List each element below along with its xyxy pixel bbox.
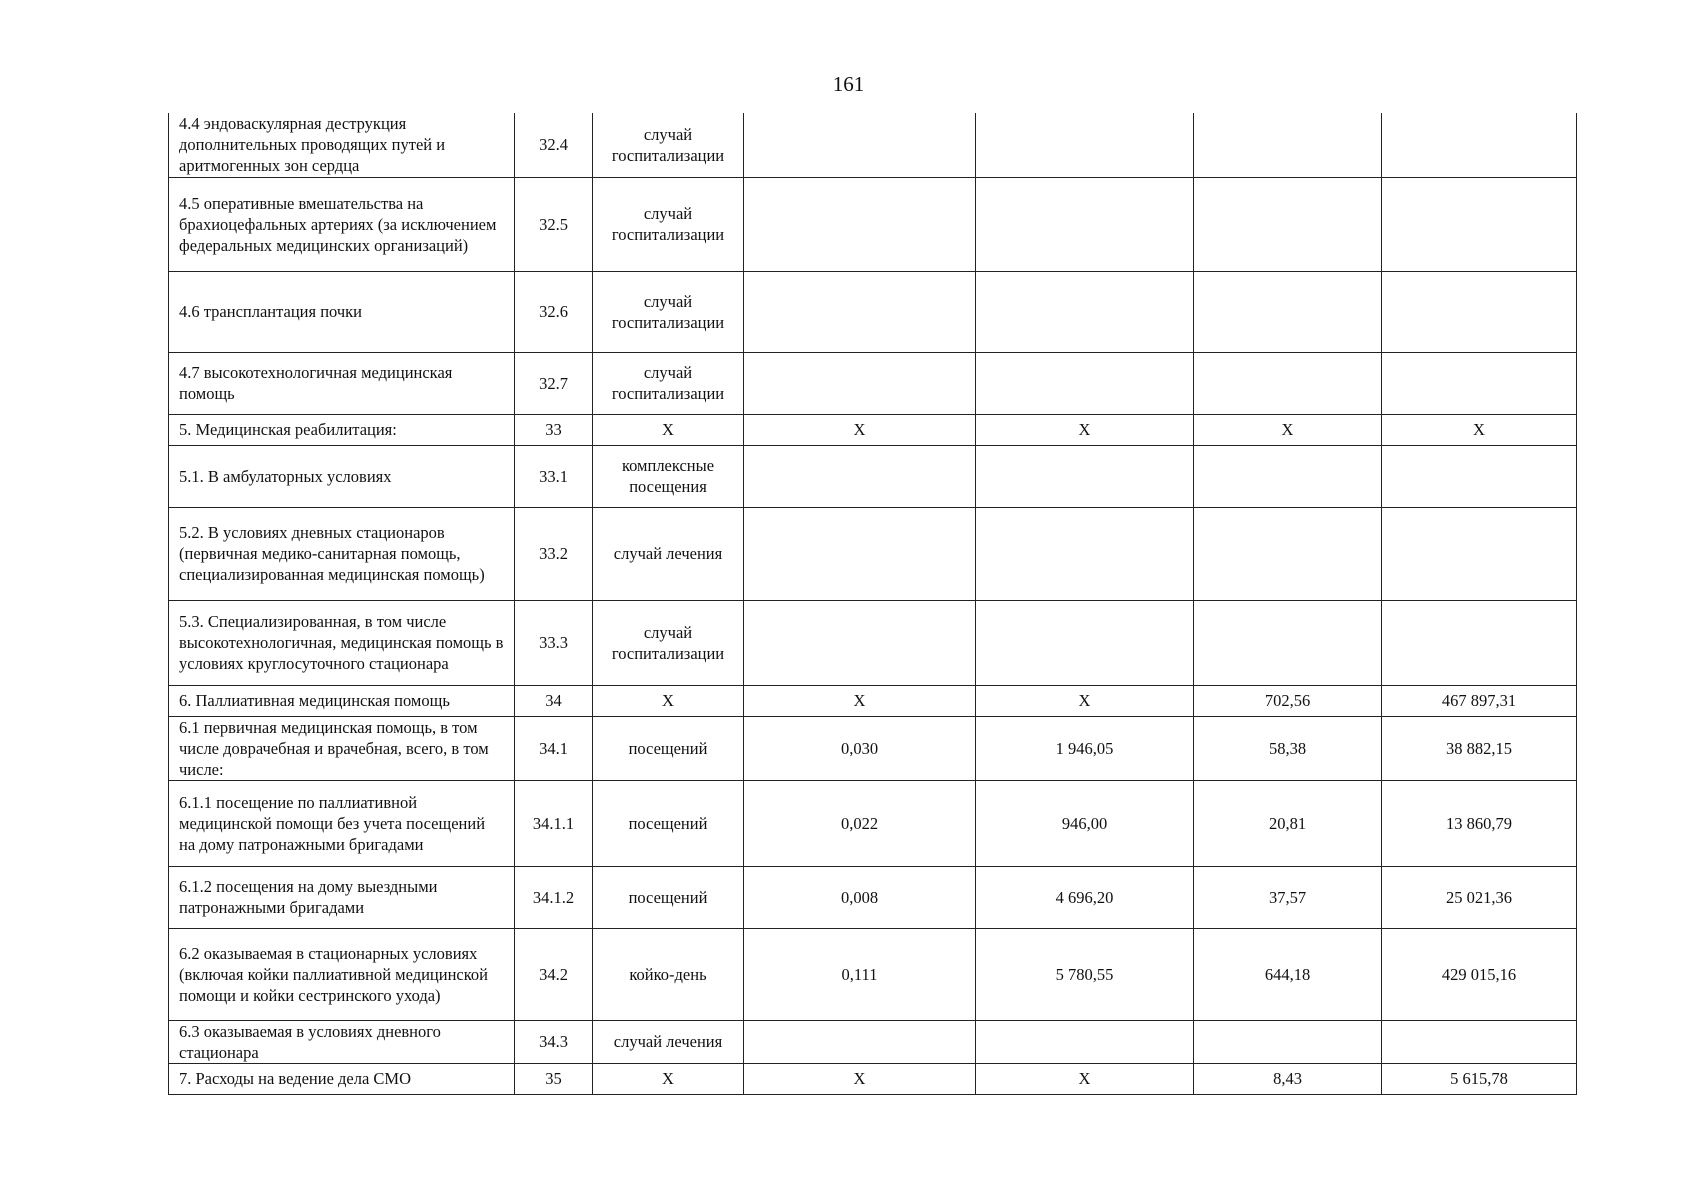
unit-cell: койко-день [593, 928, 744, 1020]
total-cost-cell [1382, 1020, 1577, 1063]
page-number: 161 [832, 72, 865, 96]
unit-cost-cell [976, 507, 1194, 600]
norm-volume-cell: Х [744, 414, 976, 445]
per-capita-cell: 702,56 [1194, 685, 1382, 716]
per-capita-cell [1194, 113, 1382, 177]
norm-volume-cell [744, 177, 976, 271]
unit-cost-cell: 4 696,20 [976, 866, 1194, 928]
per-capita-cell [1194, 445, 1382, 507]
item-name-cell: 5.1. В амбулаторных условиях [169, 445, 515, 507]
table-row [169, 445, 1577, 507]
unit-cost-cell: 5 780,55 [976, 928, 1194, 1020]
unit-cell: случай госпитализации [593, 600, 744, 685]
row-code-cell: 32.7 [515, 352, 593, 414]
row-code-cell: 34.1.1 [515, 780, 593, 866]
unit-cost-cell [976, 113, 1194, 177]
unit-cost-cell: Х [976, 414, 1194, 445]
total-cost-cell [1382, 445, 1577, 507]
row-code-cell: 34.1.2 [515, 866, 593, 928]
item-name-cell: 4.6 трансплантация почки [169, 271, 515, 352]
per-capita-cell [1194, 1020, 1382, 1063]
per-capita-cell: 8,43 [1194, 1063, 1382, 1094]
per-capita-cell [1194, 271, 1382, 352]
norm-volume-cell: 0,111 [744, 928, 976, 1020]
per-capita-cell: 37,57 [1194, 866, 1382, 928]
table-row [169, 1020, 1577, 1063]
item-name-cell: 6.1 первичная медицинская помощь, в том числе доврачебная и врачебная, всего, в том числе: [169, 716, 515, 780]
unit-cell: посещений [593, 866, 744, 928]
norm-volume-cell: Х [744, 685, 976, 716]
unit-cell: случай лечения [593, 507, 744, 600]
table-row [169, 113, 1577, 177]
table-row [169, 780, 1577, 866]
table-row [169, 600, 1577, 685]
norm-volume-cell: 0,008 [744, 866, 976, 928]
unit-cost-cell [976, 352, 1194, 414]
item-name-cell: 4.5 оперативные вмешательства на брахиоцефальных артериях (за исключением федеральных медицинских организаций) [169, 177, 515, 271]
unit-cell: посещений [593, 716, 744, 780]
row-code-cell: 33.2 [515, 507, 593, 600]
norm-volume-cell: 0,030 [744, 716, 976, 780]
table-row [169, 271, 1577, 352]
item-name-cell: 6.3 оказываемая в условиях дневного стационара [169, 1020, 515, 1063]
row-code-cell: 34.3 [515, 1020, 593, 1063]
total-cost-cell [1382, 271, 1577, 352]
row-code-cell: 33 [515, 414, 593, 445]
item-name-cell: 6.2 оказываемая в стационарных условиях (включая койки паллиативной медицинской помощи и койки сестринского ухода) [169, 928, 515, 1020]
per-capita-cell: Х [1194, 414, 1382, 445]
row-code-cell: 32.4 [515, 113, 593, 177]
total-cost-cell: 13 860,79 [1382, 780, 1577, 866]
item-name-cell: 7. Расходы на ведение дела СМО [169, 1063, 515, 1094]
unit-cost-cell [976, 600, 1194, 685]
unit-cost-cell: Х [976, 685, 1194, 716]
unit-cell: случай госпитализации [593, 352, 744, 414]
unit-cell: случай госпитализации [593, 113, 744, 177]
unit-cell: комплексные посещения [593, 445, 744, 507]
unit-cell: случай лечения [593, 1020, 744, 1063]
total-cost-cell [1382, 352, 1577, 414]
unit-cost-cell [976, 445, 1194, 507]
total-cost-cell: 467 897,31 [1382, 685, 1577, 716]
norm-volume-cell: 0,022 [744, 780, 976, 866]
row-code-cell: 33.1 [515, 445, 593, 507]
unit-cell: случай госпитализации [593, 271, 744, 352]
table-row [169, 177, 1577, 271]
norm-volume-cell [744, 507, 976, 600]
row-code-cell: 32.6 [515, 271, 593, 352]
unit-cost-cell [976, 1020, 1194, 1063]
norm-volume-cell [744, 1020, 976, 1063]
total-cost-cell [1382, 113, 1577, 177]
unit-cost-cell: 946,00 [976, 780, 1194, 866]
table-row [169, 507, 1577, 600]
unit-cost-cell: 1 946,05 [976, 716, 1194, 780]
row-code-cell: 32.5 [515, 177, 593, 271]
norm-volume-cell [744, 600, 976, 685]
unit-cell: Х [593, 1063, 744, 1094]
norm-volume-cell [744, 271, 976, 352]
item-name-cell: 5.2. В условиях дневных стационаров (первичная медико-санитарная помощь, специализированная медицинская помощь) [169, 507, 515, 600]
row-code-cell: 34.1 [515, 716, 593, 780]
norm-volume-cell [744, 352, 976, 414]
item-name-cell: 4.4 эндоваскулярная деструкция дополнительных проводящих путей и аритмогенных зон сердца [169, 113, 515, 177]
per-capita-cell [1194, 352, 1382, 414]
row-code-cell: 34.2 [515, 928, 593, 1020]
total-cost-cell: 5 615,78 [1382, 1063, 1577, 1094]
per-capita-cell: 644,18 [1194, 928, 1382, 1020]
norm-volume-cell: Х [744, 1063, 976, 1094]
table-row [169, 928, 1577, 1020]
unit-cost-cell [976, 271, 1194, 352]
per-capita-cell [1194, 600, 1382, 685]
row-code-cell: 34 [515, 685, 593, 716]
unit-cell: Х [593, 685, 744, 716]
unit-cell: случай госпитализации [593, 177, 744, 271]
item-name-cell: 6.1.1 посещение по паллиативной медицинской помощи без учета посещений на дому патронажными бригадами [169, 780, 515, 866]
table-row [169, 685, 1577, 716]
item-name-cell: 4.7 высокотехнологичная медицинская помощь [169, 352, 515, 414]
per-capita-cell: 58,38 [1194, 716, 1382, 780]
item-name-cell: 6.1.2 посещения на дому выездными патронажными бригадами [169, 866, 515, 928]
item-name-cell: 5.3. Специализированная, в том числе высокотехнологичная, медицинская помощь в условиях круглосуточного стационара [169, 600, 515, 685]
table-row [169, 352, 1577, 414]
total-cost-cell [1382, 600, 1577, 685]
unit-cost-cell [976, 177, 1194, 271]
row-code-cell: 33.3 [515, 600, 593, 685]
table-row [169, 1063, 1577, 1094]
table-row [169, 866, 1577, 928]
total-cost-cell: 38 882,15 [1382, 716, 1577, 780]
row-code-cell: 35 [515, 1063, 593, 1094]
norm-volume-cell [744, 445, 976, 507]
table-row [169, 716, 1577, 780]
unit-cell: Х [593, 414, 744, 445]
item-name-cell: 5. Медицинская реабилитация: [169, 414, 515, 445]
norm-volume-cell [744, 113, 976, 177]
unit-cost-cell: Х [976, 1063, 1194, 1094]
total-cost-cell: 25 021,36 [1382, 866, 1577, 928]
per-capita-cell: 20,81 [1194, 780, 1382, 866]
total-cost-cell: 429 015,16 [1382, 928, 1577, 1020]
total-cost-cell [1382, 177, 1577, 271]
total-cost-cell [1382, 507, 1577, 600]
total-cost-cell: Х [1382, 414, 1577, 445]
per-capita-cell [1194, 177, 1382, 271]
table-row [169, 414, 1577, 445]
item-name-cell: 6. Паллиативная медицинская помощь [169, 685, 515, 716]
per-capita-cell [1194, 507, 1382, 600]
financing-table [168, 113, 1577, 1095]
unit-cell: посещений [593, 780, 744, 866]
